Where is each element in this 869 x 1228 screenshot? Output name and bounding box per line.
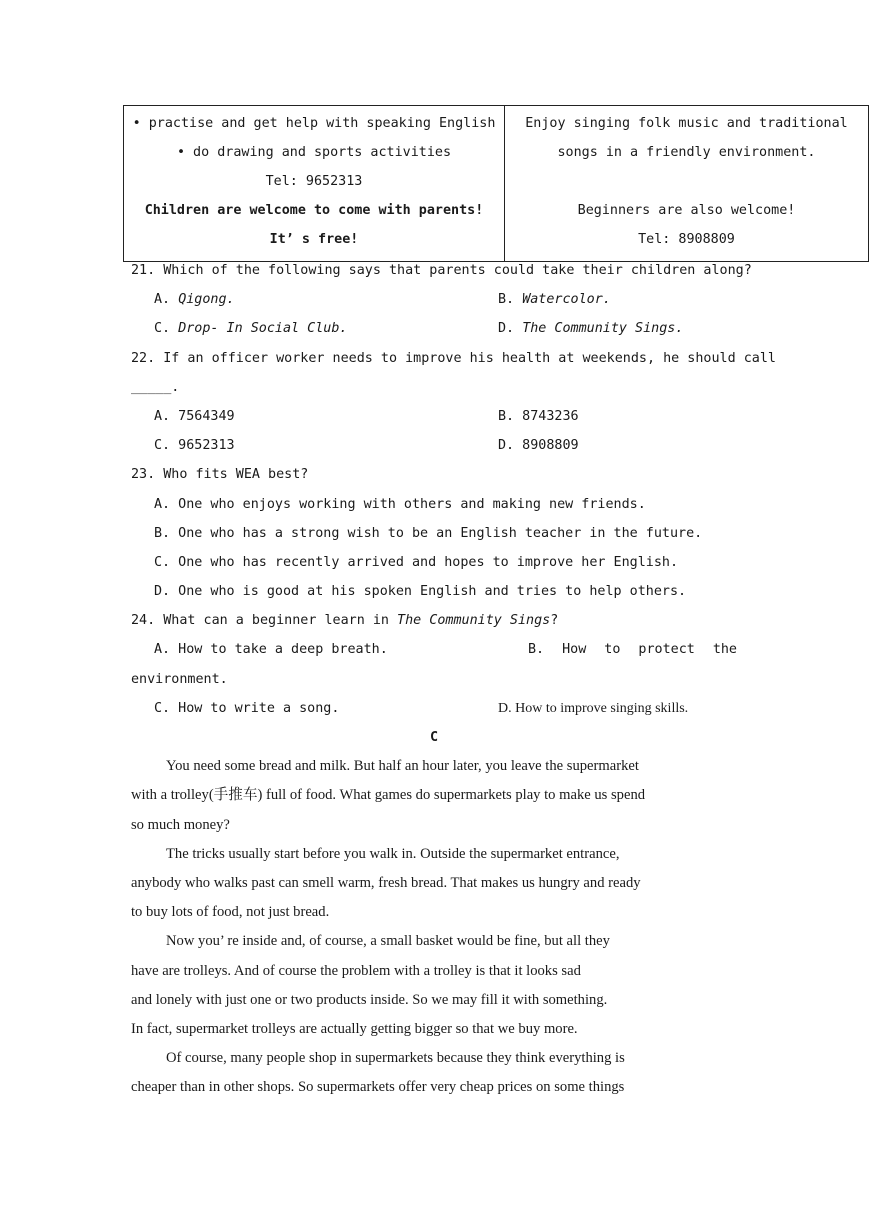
- question-22: 22. If an officer worker needs to improve his health at weekends, he should call: [131, 350, 776, 366]
- question-21-options-cd: [131, 314, 737, 343]
- option-24c: C. How to write a song.: [154, 700, 340, 716]
- passage-line-11: Of course, many people shop in supermarkets because they think everything is: [166, 1050, 625, 1067]
- option-24b: B. How to protect the: [528, 642, 737, 658]
- questions-and-passage: [131, 256, 776, 1102]
- ad-children-welcome: Children are welcome to come with parents!: [144, 203, 484, 218]
- passage-line-2: with a trolley(手推车) full of food. What games do supermarkets play to make us spend: [131, 787, 646, 804]
- option-22d: D. 8908809: [498, 438, 579, 454]
- ad-singing-line1: Enjoy singing folk music and traditional: [525, 116, 848, 131]
- option-23c: C. One who has recently arrived and hopes to improve her English.: [154, 554, 679, 570]
- option-24b-continued: environment.: [131, 671, 228, 687]
- ad-tel-sings: Tel: 8908809: [638, 232, 735, 247]
- ad-spacer: [505, 172, 868, 201]
- advertisement-table: [123, 105, 869, 262]
- passage-line-8: have are trolleys. And of course the problem with a trolley is that it looks sad: [131, 962, 581, 979]
- passage-line-6: to buy lots of food, not just bread.: [131, 904, 330, 921]
- question-23: 23. Who fits WEA best?: [131, 467, 309, 483]
- question-22-blank: _____.: [131, 379, 180, 395]
- passage-line-4: The tricks usually start before you walk in. Outside the supermarket entrance,: [166, 845, 620, 862]
- option-21a: A. Qigong.: [154, 292, 235, 308]
- option-23b: B. One who has a strong wish to be an English teacher in the future.: [154, 525, 703, 541]
- passage-line-10: In fact, supermarket trolleys are actually getting bigger so that we buy more.: [131, 1020, 578, 1037]
- ad-bullet-speaking: • practise and get help with speaking English: [132, 116, 496, 131]
- option-22b: B. 8743236: [498, 408, 579, 424]
- option-21c: C. Drop- In Social Club.: [154, 321, 348, 337]
- passage-line-5: anybody who walks past can smell warm, fresh bread. That makes us hungry and ready: [131, 874, 641, 891]
- passage-line-12: cheaper than in other shops. So supermarkets offer very cheap prices on some things: [131, 1079, 625, 1096]
- option-23a: A. One who enjoys working with others and making new friends.: [154, 496, 646, 512]
- option-21d: D. The Community Sings.: [498, 321, 684, 337]
- option-24d: D. How to improve singing skills.: [498, 700, 689, 716]
- option-23d: D. One who is good at his spoken English and tries to help others.: [154, 584, 687, 600]
- option-22c: C. 9652313: [154, 438, 235, 454]
- option-22a: A. 7564349: [154, 408, 235, 424]
- question-21: 21. Which of the following says that parents could take their children along?: [131, 263, 752, 278]
- passage-line-7: Now you’ re inside and, of course, a small basket would be fine, but all they: [166, 933, 610, 950]
- ad-tel-wea: Tel: 9652313: [265, 174, 363, 189]
- ad-free: It’ s free!: [269, 232, 359, 247]
- question-24-options-cd: [131, 694, 737, 723]
- passage-line-1: You need some bread and milk. But half an hour later, you leave the supermarket: [166, 758, 639, 775]
- question-22-options-cd: [131, 431, 737, 460]
- question-24-options-ab: [131, 635, 737, 664]
- wea-ad-cell: [124, 106, 505, 262]
- question-24: 24. What can a beginner learn in The Community Sings?: [131, 613, 559, 629]
- ad-bullet-drawing: • do drawing and sports activities: [176, 145, 452, 160]
- section-heading: C: [429, 730, 439, 745]
- community-sings-ad-cell: [505, 106, 869, 262]
- question-22-options-ab: [131, 402, 737, 431]
- option-21b: B. Watercolor.: [498, 292, 611, 308]
- passage-line-9: and lonely with just one or two products inside. So we may fill it with something.: [131, 991, 608, 1008]
- ad-singing-line2: songs in a friendly environment.: [557, 145, 816, 160]
- ad-beginners-welcome: Beginners are also welcome!: [577, 203, 796, 218]
- question-21-options-ab: [131, 285, 737, 314]
- option-24a: A. How to take a deep breath.: [154, 642, 388, 658]
- passage-line-3: so much money?: [131, 816, 230, 833]
